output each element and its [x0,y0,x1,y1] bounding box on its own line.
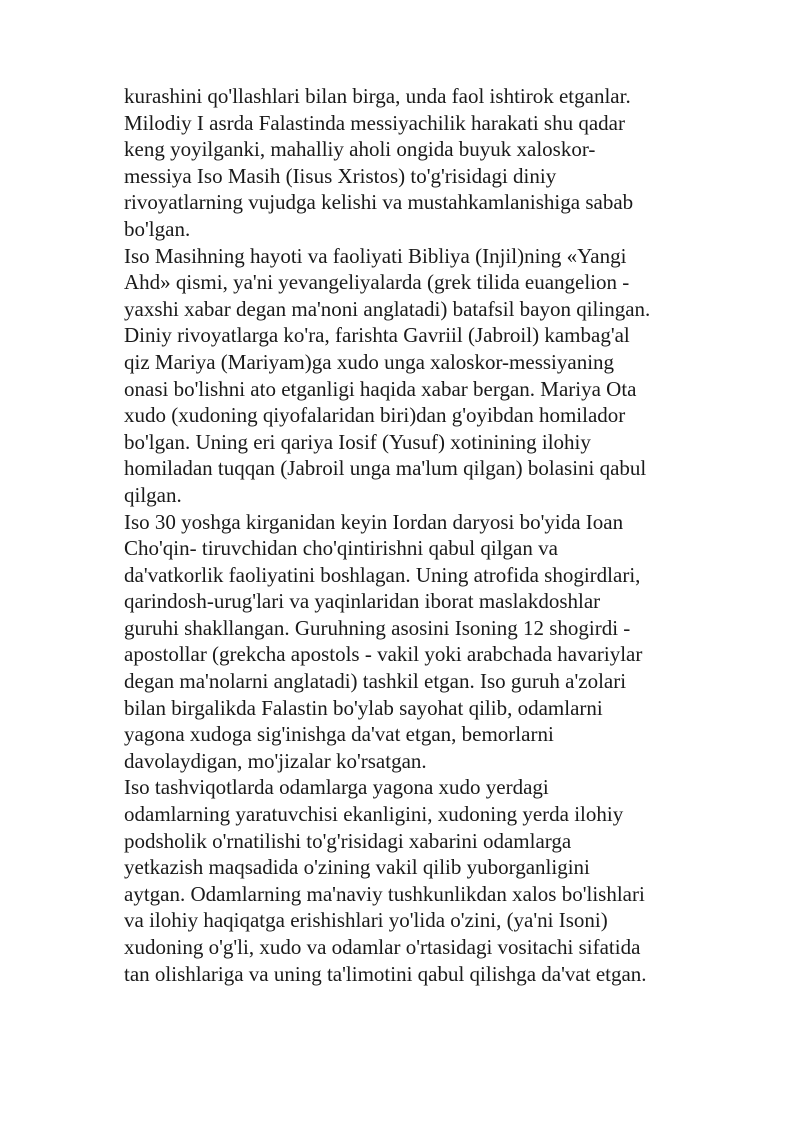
text-line: podsholik o'rnatilishi to'g'risidagi xabarini odamlarga [124,828,572,853]
text-line: tan olishlariga va uning ta'limotini qabul qilishga da'vat etgan. [124,961,647,986]
paragraph-2 [124,243,744,509]
text-line: bilan birgalikda Falastin bo'ylab sayohat qilib, odamlarni [124,695,603,720]
text-line: aytgan. Odamlarning ma'naviy tushkunlikdan xalos bo'lishlari [124,881,645,906]
text-line: Cho'qin- tiruvchidan cho'qintirishni qabul qilgan va [124,536,558,561]
text-line: Iso 30 yoshga kirganidan keyin Iordan daryosi bo'yida Ioan [124,509,624,534]
text-line: kurashini qo'llashlari bilan birga, unda faol ishtirok etganlar. [124,84,631,108]
text-line: bo'lgan. Uning eri qariya Iosif (Yusuf) xotinining ilohiy [124,429,591,454]
text-line: yagona xudoga sig'inishga da'vat etgan, bemorlarni [124,722,554,747]
text-line: Milodiy I asrda Falastinda messiyachilik harakati shu qadar [124,110,625,135]
text-line: keng yoyilganki, mahalliy aholi ongida buyuk xaloskor- [124,137,596,162]
text-line: xudo (xudoning qiyofalaridan biri)dan g'oyibdan homilador [124,403,626,428]
text-line: messiya Iso Masih (Iisus Xristos) to'g'risidagi diniy [124,163,557,188]
text-line: yetkazish maqsadida o'zining vakil qilib yuborganligini [124,855,590,880]
text-line: qarindosh-urug'lari va yaqinlaridan iborat maslakdoshlar [124,589,601,614]
document-page [124,83,744,987]
text-line: onasi bo'lishni ato etganligi haqida xabar bergan. Mariya Ota [124,376,637,401]
text-line: apostollar (grekcha apostols - vakil yoki arabchada havariylar [124,642,643,667]
text-line: bo'lgan. [124,216,191,241]
text-line: Diniy rivoyatlarga ko'ra, farishta Gavriil (Jabroil) kambag'al [124,323,630,348]
text-line: qilgan. [124,482,182,507]
text-line: davolaydigan, mo'jizalar ko'rsatgan. [124,748,427,773]
text-line: Ahd» qismi, ya'ni yevangeliyalarda (grek tilida euangelion - [124,270,630,295]
text-line: Iso tashviqotlarda odamlarga yagona xudo yerdagi [124,775,549,800]
text-line: rivoyatlarning vujudga kelishi va mustahkamlanishiga sabab [124,190,634,215]
text-line: Iso Masihning hayoti va faoliyati Bibliya (Injil)ning «Yangi [124,243,627,268]
text-line: qiz Mariya (Mariyam)ga xudo unga xaloskor-messiyaning [124,349,615,374]
text-line: da'vatkorlik faoliyatini boshlagan. Uning atrofida shogirdlari, [124,562,641,587]
text-line: guruhi shakllangan. Guruhning asosini Isoning 12 shogirdi - [124,615,631,640]
text-line: homiladan tuqqan (Jabroil unga ma'lum qilgan) bolasini qabul [124,456,647,481]
text-line: xudoning o'g'li, xudo va odamlar o'rtasidagi vositachi sifatida [124,935,641,959]
paragraph-4 [124,774,744,987]
text-line: yaxshi xabar degan ma'noni anglatadi) batafsil bayon qilingan. [124,296,651,321]
paragraph-1 [124,83,744,243]
text-line: degan ma'nolarni anglatadi) tashkil etgan. Iso guruh a'zolari [124,669,627,694]
text-line: va ilohiy haqiqatga erishishlari yo'lida o'zini, (ya'ni Isoni) [124,908,608,933]
paragraph-3 [124,509,744,775]
text-line: odamlarning yaratuvchisi ekanligini, xudoning yerda ilohiy [124,802,624,827]
